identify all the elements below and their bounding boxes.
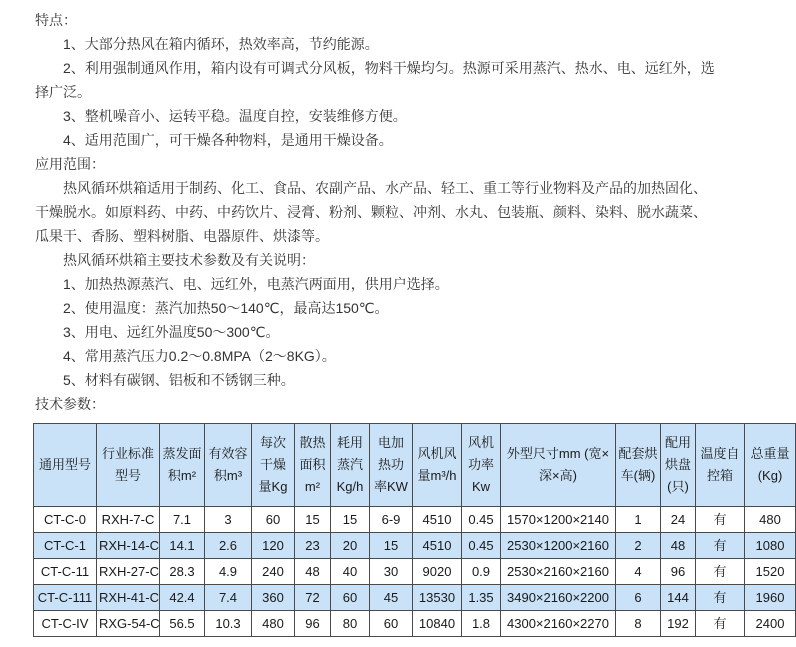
- table-cell: 6-9: [370, 507, 413, 533]
- table-cell: 1570×1200×2140: [501, 507, 616, 533]
- table-cell: 120: [252, 533, 295, 559]
- table-cell: RXH-14-C: [97, 533, 160, 559]
- column-header-cell: 每次干燥量Kg: [252, 424, 295, 507]
- table-row: [34, 507, 796, 533]
- table-cell: 360: [252, 585, 295, 611]
- table-cell: 30: [370, 559, 413, 585]
- table-cell: 60: [252, 507, 295, 533]
- table-cell: 15: [295, 507, 331, 533]
- table-body: [34, 507, 796, 637]
- table-cell: 4: [616, 559, 661, 585]
- table-cell: 2530×1200×2160: [501, 533, 616, 559]
- table-cell: CT-C-11: [34, 559, 97, 585]
- table-cell: 1: [616, 507, 661, 533]
- table-cell: 2: [616, 533, 661, 559]
- column-header-cell: 蒸发面积m²: [160, 424, 205, 507]
- table-cell: RXH-7-C: [97, 507, 160, 533]
- table-cell: CT-C-1: [34, 533, 97, 559]
- table-cell: 56.5: [160, 611, 205, 637]
- feature-item: 1、大部分热风在箱内循环，热效率高，节约能源。: [63, 36, 379, 52]
- table-cell: RXH-27-C: [97, 559, 160, 585]
- application-note: 3、用电、远红外温度50～300℃。: [63, 324, 280, 340]
- column-header-cell: 行业标准型号: [97, 424, 160, 507]
- table-cell: 240: [252, 559, 295, 585]
- table-cell: 192: [661, 611, 696, 637]
- table-cell: 42.4: [160, 585, 205, 611]
- table-cell: 48: [661, 533, 696, 559]
- table-row: [34, 559, 796, 585]
- table-cell: 有: [696, 559, 745, 585]
- application-heading: 应用范围：: [35, 156, 105, 172]
- table-header: [34, 424, 796, 507]
- column-header-cell: 散热面积m²: [295, 424, 331, 507]
- application-params-intro: 热风循环烘箱主要技术参数及有关说明：: [63, 252, 315, 268]
- application-note: 5、材料有碳钢、铝板和不锈钢三种。: [63, 372, 295, 388]
- table-cell: 8: [616, 611, 661, 637]
- table-cell: 2530×2160×2160: [501, 559, 616, 585]
- table-cell: RXG-54-C: [97, 611, 160, 637]
- table-cell: 1.8: [462, 611, 501, 637]
- table-cell: 0.9: [462, 559, 501, 585]
- table-cell: 4510: [413, 507, 462, 533]
- table-cell: 23: [295, 533, 331, 559]
- table-cell: 144: [661, 585, 696, 611]
- table-cell: 13530: [413, 585, 462, 611]
- table-cell: 15: [370, 533, 413, 559]
- table-cell: 0.45: [462, 533, 501, 559]
- application-note: 4、常用蒸汽压力0.2～0.8MPA（2～8KG）。: [63, 348, 336, 364]
- column-header-cell: 风机功率Kw: [462, 424, 501, 507]
- column-header-cell: 通用型号: [34, 424, 97, 507]
- table-cell: 480: [252, 611, 295, 637]
- table-cell: 4510: [413, 533, 462, 559]
- table-header-row: [34, 424, 796, 507]
- table-cell: 20: [331, 533, 370, 559]
- table-cell: 96: [295, 611, 331, 637]
- column-header-cell: 总重量(Kg): [745, 424, 796, 507]
- table-row: [34, 533, 796, 559]
- table-cell: 4300×2160×2270: [501, 611, 616, 637]
- table-cell: 1960: [745, 585, 796, 611]
- column-header-cell: 有效容积m³: [205, 424, 252, 507]
- table-cell: 15: [331, 507, 370, 533]
- application-section: [35, 152, 715, 392]
- table-cell: 60: [370, 611, 413, 637]
- table-cell: 80: [331, 611, 370, 637]
- table-cell: CT-C-0: [34, 507, 97, 533]
- column-header-cell: 配用烘盘(只): [661, 424, 696, 507]
- column-header-cell: 外型尺寸mm (宽×深×高): [501, 424, 616, 507]
- table-cell: 14.1: [160, 533, 205, 559]
- table-cell: 2400: [745, 611, 796, 637]
- column-header-cell: 配套烘车(辆): [616, 424, 661, 507]
- table-cell: 0.45: [462, 507, 501, 533]
- table-cell: CT-C-IV: [34, 611, 97, 637]
- table-cell: 10840: [413, 611, 462, 637]
- column-header-cell: 电加热功率KW: [370, 424, 413, 507]
- table-cell: 96: [661, 559, 696, 585]
- table-cell: 2.6: [205, 533, 252, 559]
- table-cell: 3: [205, 507, 252, 533]
- tech-params-section: [35, 392, 790, 637]
- feature-item: 4、适用范围广，可干燥各种物料，是通用干燥设备。: [63, 132, 393, 148]
- table-cell: 4.9: [205, 559, 252, 585]
- table-cell: 9020: [413, 559, 462, 585]
- feature-item: 3、整机噪音小、运转平稳。温度自控，安装维修方便。: [63, 108, 407, 124]
- feature-item: 2、利用强制通风作用，箱内设有可调式分风板，物料干燥均匀。热源可采用蒸汽、热水、电、远红外，选择广泛。: [35, 60, 715, 100]
- table-cell: 6: [616, 585, 661, 611]
- tech-params-heading: 技术参数：: [35, 396, 105, 412]
- table-cell: 1520: [745, 559, 796, 585]
- tech-params-table: [33, 423, 796, 637]
- table-cell: 72: [295, 585, 331, 611]
- table-cell: 60: [331, 585, 370, 611]
- table-cell: RXH-41-C: [97, 585, 160, 611]
- table-cell: 45: [370, 585, 413, 611]
- application-intro: 热风循环烘箱适用于制药、化工、食品、农副产品、水产品、轻工、重工等行业物料及产品的加热固化、干燥脱水。如原料药、中药、中药饮片、浸膏、粉剂、颗粒、冲剂、水丸、包装瓶、颜料、染料、脱水蔬菜、瓜果干、香肠、塑料树脂、电器原件、烘漆等。: [35, 180, 707, 244]
- table-cell: 28.3: [160, 559, 205, 585]
- table-cell: 24: [661, 507, 696, 533]
- table-row: [34, 585, 796, 611]
- column-header-cell: 风机风量m³/h: [413, 424, 462, 507]
- table-cell: 7.1: [160, 507, 205, 533]
- table-cell: 有: [696, 611, 745, 637]
- table-cell: 10.3: [205, 611, 252, 637]
- table-cell: 480: [745, 507, 796, 533]
- table-cell: 有: [696, 533, 745, 559]
- column-header-cell: 温度自控箱: [696, 424, 745, 507]
- table-cell: 1.35: [462, 585, 501, 611]
- table-cell: CT-C-111: [34, 585, 97, 611]
- features-heading: 特点：: [35, 12, 77, 28]
- table-cell: 48: [295, 559, 331, 585]
- features-section: [35, 8, 715, 152]
- table-cell: 有: [696, 507, 745, 533]
- application-note: 1、加热热源蒸汽、电、远红外，电蒸汽两面用，供用户选择。: [63, 276, 449, 292]
- table-cell: 有: [696, 585, 745, 611]
- table-cell: 1080: [745, 533, 796, 559]
- table-cell: 40: [331, 559, 370, 585]
- table-row: [34, 611, 796, 637]
- column-header-cell: 耗用蒸汽Kg/h: [331, 424, 370, 507]
- table-cell: 3490×2160×2200: [501, 585, 616, 611]
- table-cell: 7.4: [205, 585, 252, 611]
- application-note: 2、使用温度：蒸汽加热50～140℃，最高达150℃。: [63, 300, 389, 316]
